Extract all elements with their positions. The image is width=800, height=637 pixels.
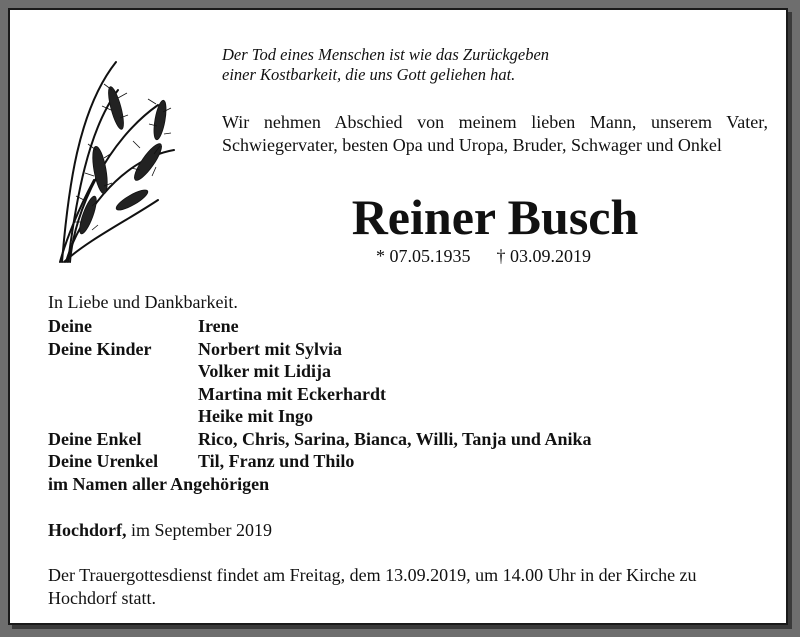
mourner-label: Deine Urenkel (48, 451, 159, 471)
mourner-row (48, 360, 591, 383)
mourner-names: Norbert mit Sylvia (198, 338, 342, 359)
grass-ears-icon (48, 50, 188, 265)
mourner-names: Irene (198, 316, 239, 336)
mourner-label: Deine Enkel (48, 428, 142, 449)
place-name: Hochdorf, (48, 520, 127, 540)
on-behalf-line: im Namen aller Angehörigen (48, 473, 270, 494)
farewell-text: Wir nehmen Abschied von meinem lieben Mann, unserem Vater, Schwiegervater, besten Opa und Uropa, Bruder, Schwager und Onkel (222, 112, 768, 155)
mourner-label: Deine Kinder (48, 338, 152, 359)
mourner-row (48, 405, 591, 428)
gratitude-line: In Liebe und Dankbarkeit. (48, 292, 238, 312)
quote-line-2: einer Kostbarkeit, die uns Gott geliehen hat. (222, 65, 516, 84)
service-notice: Der Trauergottesdienst findet am Freitag, dem 13.09.2019, um 14.00 Uhr in der Kirche zu Hochdorf statt. (48, 565, 697, 608)
obituary-card (8, 8, 788, 625)
opening-quote (222, 45, 549, 85)
mourner-label (48, 360, 198, 383)
mourners-list (48, 315, 591, 495)
place-date-line (48, 519, 272, 541)
mourner-names: Martina mit Eckerhardt (198, 383, 386, 404)
mourner-row (48, 338, 591, 361)
mourner-label: Deine (48, 316, 92, 336)
mourner-row (48, 428, 591, 451)
mourner-label (48, 405, 198, 428)
mourner-names: Rico, Chris, Sarina, Bianca, Willi, Tanja und Anika (198, 428, 592, 449)
mourner-row (48, 315, 591, 338)
life-dates (376, 245, 591, 267)
mourner-label (48, 383, 198, 406)
death-date: † 03.09.2019 (496, 246, 591, 266)
mourner-names: Til, Franz und Thilo (198, 451, 355, 471)
mourner-row (48, 383, 591, 406)
mourner-names: Volker mit Lidija (198, 361, 332, 381)
notice-date: im September 2019 (126, 520, 272, 540)
deceased-name: Reiner Busch (351, 189, 639, 245)
birth-date: * 07.05.1935 (376, 246, 471, 266)
mourner-names: Heike mit Ingo (198, 406, 313, 426)
quote-line-1: Der Tod eines Menschen ist wie das Zurückgeben (222, 45, 550, 64)
mourner-row (48, 450, 591, 473)
